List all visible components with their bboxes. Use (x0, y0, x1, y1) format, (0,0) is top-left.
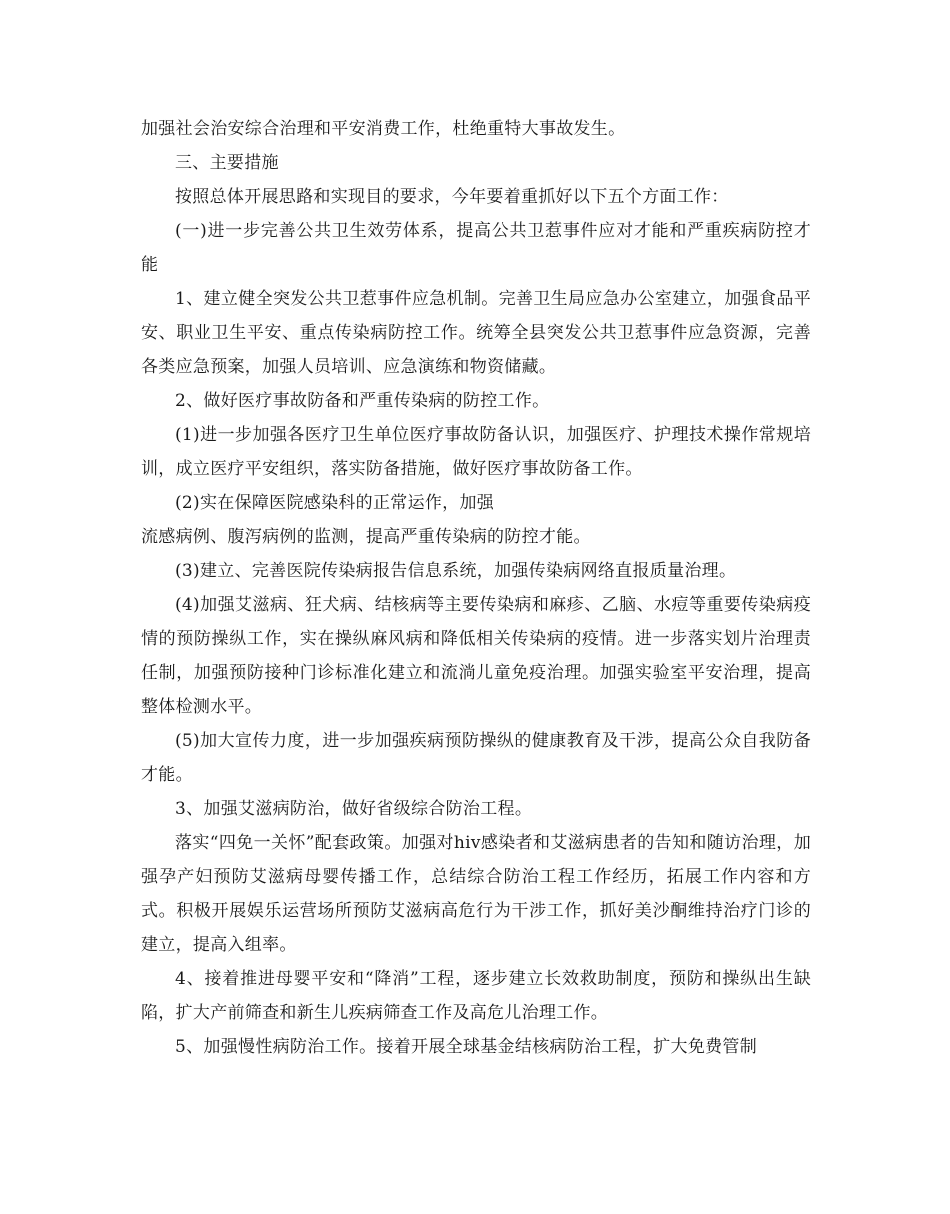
item-3: 3、加强艾滋病防治，做好省级综合防治工程。 (175, 799, 533, 819)
paragraph-3: 按照总体开展思路和实现目的要求，今年要着重抓好以下五个方面工作： (175, 187, 729, 207)
item-2-sub-2: (2)实在保障医院感染科的正常运作，加强 (175, 493, 495, 513)
item-2: 2、做好医疗事故防备和严重传染病的防控工作。 (175, 391, 550, 411)
item-5: 5、加强慢性病防治工作。接着开展全球基金结核病防治工程，扩大免费管制 (175, 1037, 758, 1057)
item-3-detail: 落实“四免一关怀”配套政策。加强对hiv感染者和艾滋病患者的告知和随访治理，加强孕产妇预防艾滋病母婴传播工作，总结综合防治工程工作经历，拓展工作内容和方式。积极开展娱乐运营场所预防艾滋病高危行为干涉工作，抓好美沙酮维持治疗门诊的建立，提高入组率。 (141, 833, 811, 955)
section-heading-main-measures: 三、主要措施 (175, 153, 279, 173)
paragraph-1: 加强社会治安综合治理和平安消费工作，杜绝重特大事故发生。 (141, 119, 626, 139)
item-2-sub-5: (5)加大宣传力度，进一步加强疾病预防操纵的健康教育及干涉，提高公众自我防备才能。 (141, 731, 811, 785)
subsection-heading-1: (一)进一步完善公共卫生效劳体系，提高公共卫惹事件应对才能和严重疾病防控才能 (141, 221, 811, 275)
item-4: 4、接着推进母婴平安和“降消”工程，逐步建立长效救助制度，预防和操纵出生缺陷，扩大产前筛查和新生儿疾病筛查工作及高危儿治理工作。 (141, 969, 811, 1023)
item-2-sub-2-continued: 流感病例、腹泻病例的监测，提高严重传染病的防控才能。 (141, 527, 591, 547)
item-1: 1、建立健全突发公共卫惹事件应急机制。完善卫生局应急办公室建立，加强食品平安、职业卫生平安、重点传染病防控工作。统筹全县突发公共卫惹事件应急资源，完善各类应急预案，加强人员培训、应急演练和物资储藏。 (141, 289, 811, 377)
item-2-sub-1: (1)进一步加强各医疗卫生单位医疗事故防备认识，加强医疗、护理技术操作常规培训，成立医疗平安组织，落实防备措施，做好医疗事故防备工作。 (141, 425, 811, 479)
item-2-sub-3: (3)建立、完善医院传染病报告信息系统，加强传染病网络直报质量治理。 (175, 561, 737, 581)
item-2-sub-4: (4)加强艾滋病、狂犬病、结核病等主要传染病和麻疹、乙脑、水痘等重要传染病疫情的预防操纵工作，实在操纵麻风病和降低相关传染病的疫情。进一步落实划片治理责任制，加强预防接种门诊标准化建立和流淌儿童免疫治理。加强实验室平安治理，提高整体检测水平。 (141, 595, 811, 717)
document-body (141, 112, 811, 1064)
